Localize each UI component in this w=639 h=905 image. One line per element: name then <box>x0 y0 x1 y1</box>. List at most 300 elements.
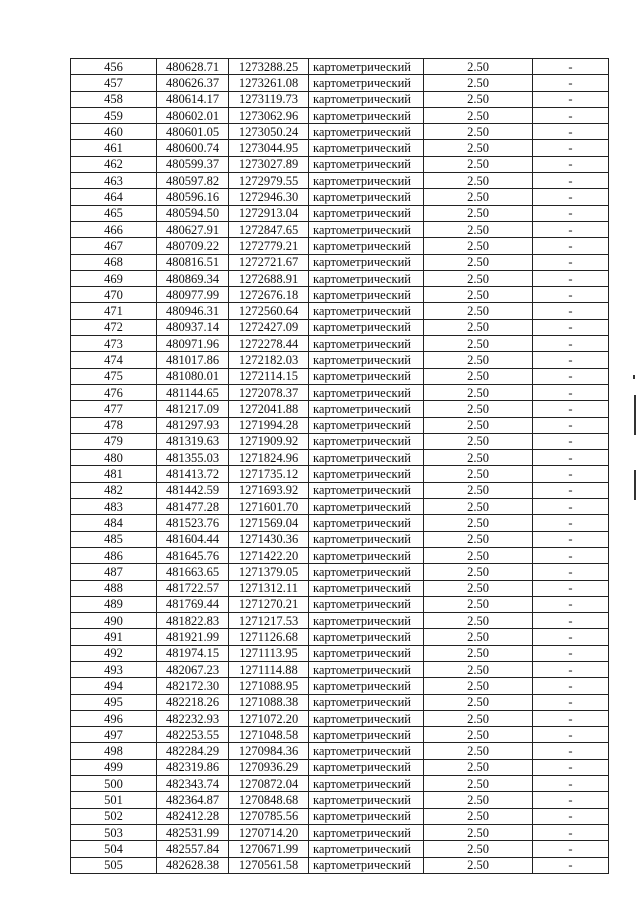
note-cell: - <box>533 368 609 384</box>
point-number-cell: 478 <box>71 417 157 433</box>
method-cell: картометрический <box>309 531 424 547</box>
note-cell: - <box>533 384 609 400</box>
x-coordinate-cell: 481413.72 <box>157 466 229 482</box>
point-number-cell: 497 <box>71 727 157 743</box>
table-row <box>71 482 609 498</box>
precision-cell: 2.50 <box>424 352 533 368</box>
point-number-cell: 470 <box>71 287 157 303</box>
y-coordinate-cell: 1271569.04 <box>229 515 309 531</box>
precision-cell: 2.50 <box>424 743 533 759</box>
y-coordinate-cell: 1271909.92 <box>229 433 309 449</box>
point-number-cell: 505 <box>71 857 157 873</box>
table-row <box>71 173 609 189</box>
precision-cell: 2.50 <box>424 254 533 270</box>
table-row <box>71 156 609 172</box>
note-cell: - <box>533 792 609 808</box>
y-coordinate-cell: 1271113.95 <box>229 645 309 661</box>
y-coordinate-cell: 1272676.18 <box>229 287 309 303</box>
method-cell: картометрический <box>309 336 424 352</box>
note-cell: - <box>533 759 609 775</box>
x-coordinate-cell: 481017.86 <box>157 352 229 368</box>
method-cell: картометрический <box>309 352 424 368</box>
note-cell: - <box>533 303 609 319</box>
point-number-cell: 469 <box>71 270 157 286</box>
precision-cell: 2.50 <box>424 727 533 743</box>
table-row <box>71 124 609 140</box>
note-cell: - <box>533 661 609 677</box>
precision-cell: 2.50 <box>424 368 533 384</box>
note-cell: - <box>533 547 609 563</box>
precision-cell: 2.50 <box>424 450 533 466</box>
x-coordinate-cell: 482343.74 <box>157 776 229 792</box>
y-coordinate-cell: 1272779.21 <box>229 238 309 254</box>
precision-cell: 2.50 <box>424 531 533 547</box>
note-cell: - <box>533 515 609 531</box>
x-coordinate-cell: 482218.26 <box>157 694 229 710</box>
y-coordinate-cell: 1270561.58 <box>229 857 309 873</box>
precision-cell: 2.50 <box>424 336 533 352</box>
y-coordinate-cell: 1270785.56 <box>229 808 309 824</box>
point-number-cell: 499 <box>71 759 157 775</box>
table-row <box>71 694 609 710</box>
table-row <box>71 824 609 840</box>
scan-artifact <box>634 470 636 500</box>
note-cell: - <box>533 173 609 189</box>
note-cell: - <box>533 776 609 792</box>
x-coordinate-cell: 482531.99 <box>157 824 229 840</box>
point-number-cell: 496 <box>71 710 157 726</box>
x-coordinate-cell: 480599.37 <box>157 156 229 172</box>
point-number-cell: 500 <box>71 776 157 792</box>
y-coordinate-cell: 1272078.37 <box>229 384 309 400</box>
method-cell: картометрический <box>309 433 424 449</box>
point-number-cell: 498 <box>71 743 157 759</box>
y-coordinate-cell: 1272278.44 <box>229 336 309 352</box>
method-cell: картометрический <box>309 841 424 857</box>
precision-cell: 2.50 <box>424 776 533 792</box>
point-number-cell: 491 <box>71 629 157 645</box>
point-number-cell: 482 <box>71 482 157 498</box>
y-coordinate-cell: 1271048.58 <box>229 727 309 743</box>
method-cell: картометрический <box>309 189 424 205</box>
method-cell: картометрический <box>309 287 424 303</box>
table-row <box>71 515 609 531</box>
precision-cell: 2.50 <box>424 613 533 629</box>
table-row <box>71 613 609 629</box>
table-row <box>71 303 609 319</box>
point-number-cell: 492 <box>71 645 157 661</box>
note-cell: - <box>533 156 609 172</box>
precision-cell: 2.50 <box>424 140 533 156</box>
method-cell: картометрический <box>309 319 424 335</box>
table-row <box>71 352 609 368</box>
method-cell: картометрический <box>309 776 424 792</box>
scan-artifact <box>634 395 636 435</box>
table-row <box>71 499 609 515</box>
note-cell: - <box>533 841 609 857</box>
note-cell: - <box>533 433 609 449</box>
note-cell: - <box>533 107 609 123</box>
table-row <box>71 547 609 563</box>
y-coordinate-cell: 1272041.88 <box>229 401 309 417</box>
x-coordinate-cell: 482557.84 <box>157 841 229 857</box>
method-cell: картометрический <box>309 678 424 694</box>
method-cell: картометрический <box>309 727 424 743</box>
precision-cell: 2.50 <box>424 645 533 661</box>
x-coordinate-cell: 480977.99 <box>157 287 229 303</box>
table-row <box>71 384 609 400</box>
method-cell: картометрический <box>309 59 424 75</box>
y-coordinate-cell: 1271088.95 <box>229 678 309 694</box>
precision-cell: 2.50 <box>424 710 533 726</box>
y-coordinate-cell: 1271379.05 <box>229 564 309 580</box>
point-number-cell: 483 <box>71 499 157 515</box>
precision-cell: 2.50 <box>424 580 533 596</box>
y-coordinate-cell: 1271126.68 <box>229 629 309 645</box>
y-coordinate-cell: 1270984.36 <box>229 743 309 759</box>
note-cell: - <box>533 645 609 661</box>
table-row <box>71 91 609 107</box>
precision-cell: 2.50 <box>424 629 533 645</box>
precision-cell: 2.50 <box>424 401 533 417</box>
method-cell: картометрический <box>309 384 424 400</box>
precision-cell: 2.50 <box>424 433 533 449</box>
point-number-cell: 458 <box>71 91 157 107</box>
table-row <box>71 808 609 824</box>
point-number-cell: 459 <box>71 107 157 123</box>
note-cell: - <box>533 417 609 433</box>
point-number-cell: 466 <box>71 221 157 237</box>
table-row <box>71 59 609 75</box>
coordinates-table <box>70 58 609 874</box>
table-row <box>71 221 609 237</box>
x-coordinate-cell: 480869.34 <box>157 270 229 286</box>
x-coordinate-cell: 480594.50 <box>157 205 229 221</box>
y-coordinate-cell: 1273044.95 <box>229 140 309 156</box>
y-coordinate-cell: 1271312.11 <box>229 580 309 596</box>
note-cell: - <box>533 59 609 75</box>
precision-cell: 2.50 <box>424 661 533 677</box>
note-cell: - <box>533 254 609 270</box>
x-coordinate-cell: 480971.96 <box>157 336 229 352</box>
x-coordinate-cell: 482628.38 <box>157 857 229 873</box>
point-number-cell: 464 <box>71 189 157 205</box>
precision-cell: 2.50 <box>424 759 533 775</box>
table-row <box>71 140 609 156</box>
precision-cell: 2.50 <box>424 466 533 482</box>
note-cell: - <box>533 287 609 303</box>
method-cell: картометрический <box>309 75 424 91</box>
precision-cell: 2.50 <box>424 694 533 710</box>
note-cell: - <box>533 857 609 873</box>
table-row <box>71 450 609 466</box>
precision-cell: 2.50 <box>424 678 533 694</box>
x-coordinate-cell: 481144.65 <box>157 384 229 400</box>
y-coordinate-cell: 1271270.21 <box>229 596 309 612</box>
point-number-cell: 488 <box>71 580 157 596</box>
x-coordinate-cell: 481921.99 <box>157 629 229 645</box>
x-coordinate-cell: 481477.28 <box>157 499 229 515</box>
table-row <box>71 759 609 775</box>
y-coordinate-cell: 1272427.09 <box>229 319 309 335</box>
x-coordinate-cell: 482232.93 <box>157 710 229 726</box>
precision-cell: 2.50 <box>424 417 533 433</box>
point-number-cell: 467 <box>71 238 157 254</box>
x-coordinate-cell: 482319.86 <box>157 759 229 775</box>
table-row <box>71 857 609 873</box>
table-row <box>71 596 609 612</box>
precision-cell: 2.50 <box>424 564 533 580</box>
method-cell: картометрический <box>309 417 424 433</box>
y-coordinate-cell: 1271601.70 <box>229 499 309 515</box>
method-cell: картометрический <box>309 91 424 107</box>
y-coordinate-cell: 1272847.65 <box>229 221 309 237</box>
method-cell: картометрический <box>309 824 424 840</box>
y-coordinate-cell: 1271735.12 <box>229 466 309 482</box>
point-number-cell: 475 <box>71 368 157 384</box>
y-coordinate-cell: 1273261.08 <box>229 75 309 91</box>
precision-cell: 2.50 <box>424 189 533 205</box>
y-coordinate-cell: 1270936.29 <box>229 759 309 775</box>
method-cell: картометрический <box>309 254 424 270</box>
y-coordinate-cell: 1273027.89 <box>229 156 309 172</box>
note-cell: - <box>533 694 609 710</box>
y-coordinate-cell: 1271072.20 <box>229 710 309 726</box>
method-cell: картометрический <box>309 564 424 580</box>
note-cell: - <box>533 499 609 515</box>
precision-cell: 2.50 <box>424 547 533 563</box>
precision-cell: 2.50 <box>424 792 533 808</box>
point-number-cell: 468 <box>71 254 157 270</box>
method-cell: картометрический <box>309 482 424 498</box>
point-number-cell: 479 <box>71 433 157 449</box>
note-cell: - <box>533 124 609 140</box>
note-cell: - <box>533 564 609 580</box>
table-row <box>71 254 609 270</box>
table-row <box>71 792 609 808</box>
y-coordinate-cell: 1272182.03 <box>229 352 309 368</box>
y-coordinate-cell: 1271114.88 <box>229 661 309 677</box>
table-row <box>71 417 609 433</box>
note-cell: - <box>533 352 609 368</box>
method-cell: картометрический <box>309 629 424 645</box>
precision-cell: 2.50 <box>424 107 533 123</box>
precision-cell: 2.50 <box>424 156 533 172</box>
note-cell: - <box>533 401 609 417</box>
method-cell: картометрический <box>309 515 424 531</box>
note-cell: - <box>533 319 609 335</box>
y-coordinate-cell: 1271422.20 <box>229 547 309 563</box>
method-cell: картометрический <box>309 613 424 629</box>
precision-cell: 2.50 <box>424 596 533 612</box>
method-cell: картометрический <box>309 645 424 661</box>
table-row <box>71 841 609 857</box>
point-number-cell: 477 <box>71 401 157 417</box>
method-cell: картометрический <box>309 808 424 824</box>
point-number-cell: 502 <box>71 808 157 824</box>
y-coordinate-cell: 1270872.04 <box>229 776 309 792</box>
x-coordinate-cell: 480614.17 <box>157 91 229 107</box>
table-row <box>71 564 609 580</box>
point-number-cell: 503 <box>71 824 157 840</box>
point-number-cell: 489 <box>71 596 157 612</box>
note-cell: - <box>533 466 609 482</box>
x-coordinate-cell: 482067.23 <box>157 661 229 677</box>
point-number-cell: 462 <box>71 156 157 172</box>
note-cell: - <box>533 743 609 759</box>
x-coordinate-cell: 481355.03 <box>157 450 229 466</box>
table-row <box>71 433 609 449</box>
table-row <box>71 580 609 596</box>
point-number-cell: 480 <box>71 450 157 466</box>
y-coordinate-cell: 1272946.30 <box>229 189 309 205</box>
note-cell: - <box>533 75 609 91</box>
method-cell: картометрический <box>309 499 424 515</box>
precision-cell: 2.50 <box>424 75 533 91</box>
x-coordinate-cell: 480937.14 <box>157 319 229 335</box>
precision-cell: 2.50 <box>424 238 533 254</box>
point-number-cell: 472 <box>71 319 157 335</box>
note-cell: - <box>533 205 609 221</box>
x-coordinate-cell: 480596.16 <box>157 189 229 205</box>
table-row <box>71 710 609 726</box>
point-number-cell: 463 <box>71 173 157 189</box>
x-coordinate-cell: 482364.87 <box>157 792 229 808</box>
method-cell: картометрический <box>309 205 424 221</box>
point-number-cell: 484 <box>71 515 157 531</box>
y-coordinate-cell: 1272114.15 <box>229 368 309 384</box>
x-coordinate-cell: 481297.93 <box>157 417 229 433</box>
x-coordinate-cell: 481722.57 <box>157 580 229 596</box>
note-cell: - <box>533 91 609 107</box>
point-number-cell: 490 <box>71 613 157 629</box>
precision-cell: 2.50 <box>424 384 533 400</box>
table-row <box>71 336 609 352</box>
note-cell: - <box>533 336 609 352</box>
note-cell: - <box>533 580 609 596</box>
method-cell: картометрический <box>309 107 424 123</box>
y-coordinate-cell: 1271217.53 <box>229 613 309 629</box>
note-cell: - <box>533 613 609 629</box>
precision-cell: 2.50 <box>424 482 533 498</box>
method-cell: картометрический <box>309 466 424 482</box>
method-cell: картометрический <box>309 710 424 726</box>
method-cell: картометрический <box>309 792 424 808</box>
y-coordinate-cell: 1270671.99 <box>229 841 309 857</box>
table-row <box>71 270 609 286</box>
method-cell: картометрический <box>309 303 424 319</box>
method-cell: картометрический <box>309 238 424 254</box>
precision-cell: 2.50 <box>424 303 533 319</box>
y-coordinate-cell: 1273119.73 <box>229 91 309 107</box>
method-cell: картометрический <box>309 368 424 384</box>
precision-cell: 2.50 <box>424 270 533 286</box>
x-coordinate-cell: 481974.15 <box>157 645 229 661</box>
table-row <box>71 205 609 221</box>
y-coordinate-cell: 1272913.04 <box>229 205 309 221</box>
point-number-cell: 465 <box>71 205 157 221</box>
note-cell: - <box>533 629 609 645</box>
note-cell: - <box>533 596 609 612</box>
precision-cell: 2.50 <box>424 515 533 531</box>
point-number-cell: 457 <box>71 75 157 91</box>
x-coordinate-cell: 481822.83 <box>157 613 229 629</box>
precision-cell: 2.50 <box>424 91 533 107</box>
y-coordinate-cell: 1272560.64 <box>229 303 309 319</box>
point-number-cell: 456 <box>71 59 157 75</box>
point-number-cell: 476 <box>71 384 157 400</box>
point-number-cell: 460 <box>71 124 157 140</box>
note-cell: - <box>533 808 609 824</box>
x-coordinate-cell: 482253.55 <box>157 727 229 743</box>
note-cell: - <box>533 710 609 726</box>
point-number-cell: 494 <box>71 678 157 694</box>
x-coordinate-cell: 481645.76 <box>157 547 229 563</box>
method-cell: картометрический <box>309 759 424 775</box>
x-coordinate-cell: 481442.59 <box>157 482 229 498</box>
y-coordinate-cell: 1270848.68 <box>229 792 309 808</box>
precision-cell: 2.50 <box>424 499 533 515</box>
precision-cell: 2.50 <box>424 319 533 335</box>
x-coordinate-cell: 481523.76 <box>157 515 229 531</box>
coordinates-table-body <box>71 59 609 874</box>
x-coordinate-cell: 480946.31 <box>157 303 229 319</box>
precision-cell: 2.50 <box>424 173 533 189</box>
point-number-cell: 474 <box>71 352 157 368</box>
table-row <box>71 319 609 335</box>
x-coordinate-cell: 480627.91 <box>157 221 229 237</box>
precision-cell: 2.50 <box>424 808 533 824</box>
method-cell: картометрический <box>309 156 424 172</box>
note-cell: - <box>533 270 609 286</box>
x-coordinate-cell: 480628.71 <box>157 59 229 75</box>
x-coordinate-cell: 481217.09 <box>157 401 229 417</box>
x-coordinate-cell: 480709.22 <box>157 238 229 254</box>
table-row <box>71 776 609 792</box>
y-coordinate-cell: 1272721.67 <box>229 254 309 270</box>
x-coordinate-cell: 480600.74 <box>157 140 229 156</box>
method-cell: картометрический <box>309 580 424 596</box>
precision-cell: 2.50 <box>424 287 533 303</box>
table-row <box>71 661 609 677</box>
table-row <box>71 466 609 482</box>
table-row <box>71 678 609 694</box>
table-row <box>71 287 609 303</box>
method-cell: картометрический <box>309 857 424 873</box>
note-cell: - <box>533 189 609 205</box>
point-number-cell: 461 <box>71 140 157 156</box>
method-cell: картометрический <box>309 450 424 466</box>
table-row <box>71 727 609 743</box>
table-row <box>71 645 609 661</box>
point-number-cell: 486 <box>71 547 157 563</box>
note-cell: - <box>533 531 609 547</box>
note-cell: - <box>533 221 609 237</box>
y-coordinate-cell: 1271693.92 <box>229 482 309 498</box>
x-coordinate-cell: 481080.01 <box>157 368 229 384</box>
method-cell: картометрический <box>309 401 424 417</box>
x-coordinate-cell: 480601.05 <box>157 124 229 140</box>
table-row <box>71 629 609 645</box>
method-cell: картометрический <box>309 596 424 612</box>
precision-cell: 2.50 <box>424 205 533 221</box>
note-cell: - <box>533 140 609 156</box>
note-cell: - <box>533 238 609 254</box>
table-row <box>71 401 609 417</box>
y-coordinate-cell: 1272979.55 <box>229 173 309 189</box>
y-coordinate-cell: 1273288.25 <box>229 59 309 75</box>
precision-cell: 2.50 <box>424 59 533 75</box>
